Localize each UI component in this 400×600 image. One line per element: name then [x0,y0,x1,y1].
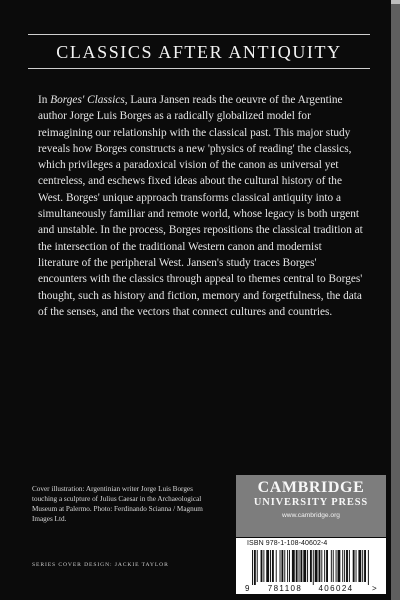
barcode-bar [333,550,334,582]
barcode-bar [349,550,350,582]
barcode-bar [287,550,288,582]
barcode-bar [299,550,300,582]
spine-edge-highlight [391,0,400,4]
barcode-bar [315,550,318,582]
barcode-bar [254,550,256,585]
isbn-label: ISBN 978-1-108-40602-4 [247,540,328,547]
barcode-bar [368,550,369,585]
barcode-bar [338,550,341,582]
barcode-bar [270,550,271,582]
barcode-bar [356,550,357,582]
series-cover-design-credit: SERIES COVER DESIGN: JACKIE TAYLOR [32,562,169,568]
barcode-bar [342,550,343,582]
barcode-bar [364,550,366,582]
barcode-bar [321,550,322,582]
barcode-arrow: > [372,584,377,593]
barcode-bar [300,550,302,582]
barcode-bars [252,550,369,585]
blurb-book-title: Borges' Classics [50,94,125,106]
barcode-bar [252,550,253,585]
series-title-rule-top [28,34,370,35]
barcode-bar [310,550,312,582]
blurb-body: , Laura Jansen reads the oeuvre of the Argentine author Jorge Luis Borges as a radically globalized model for reimagining our relationship with the classical past. This major study reveals how Borges constructs a new 'physics of reading' the classics, which privileges a paradoxical vision of the canon as universal yet centreless, and eschews fixed ideas about the cultural history of the West. Borges' unique approach transforms classical antiquity into a simultaneously familiar and remote world, whose legacy is both urgent and unstable. In the process, Borges repositions the classical tradition at the intersection of the traditional Western canon and modernist literature of the peripheral West. Jansen's study traces Borges' encounters with the classics through appeal to themes central to Borges' thought, such as history and fiction, memory and forgetfulness, the data of the senses, and the vectors that connect cultures and countries. [38,94,363,318]
spine-edge-strip [391,0,400,600]
barcode-bar [319,550,321,582]
publisher-name: CAMBRIDGE [257,479,365,496]
barcode-bar [344,550,345,582]
barcode-bar [266,550,269,582]
barcode-bar [281,550,283,582]
barcode-digit-first: 9 [245,584,250,593]
publisher-url: www.cambridge.org [282,512,340,519]
barcode-bar [257,550,258,582]
barcode-bar [296,550,298,582]
series-title: CLASSICS AFTER ANTIQUITY [56,42,342,62]
barcode-bar [307,550,308,582]
barcode-bar [303,550,306,582]
barcode-bar [261,550,263,582]
publisher-logo-box [236,475,386,537]
barcode-digits-right: 406024 [318,584,354,593]
barcode-bar [346,550,348,582]
barcode-bar [272,550,274,582]
barcode-bar [324,550,325,582]
barcode-bar [280,550,281,582]
barcode-bar [331,550,332,582]
blurb-intro: In [38,94,51,106]
barcode-bar [336,550,337,582]
barcode-bar [353,550,355,582]
barcode-bar [326,550,328,582]
barcode-bar [289,550,290,582]
publisher-press: UNIVERSITY PRESS [253,497,369,508]
barcode-bar [284,550,285,582]
barcode-bar [263,550,264,582]
back-cover-blurb [38,92,364,320]
barcode-bar [362,550,363,582]
barcode-bar [313,550,314,585]
barcode-bar [358,550,361,582]
cover-illustration-credit: Cover illustration: Argentinian writer Jorge Luis Borges touching a sculpture of Julius Caesar in the Archaeological Museum at Palermo. Photo: Ferdinando Scianna / Magnum Images Ltd. [32,485,203,523]
series-title-rule-bottom [28,68,370,69]
barcode-bar [276,550,277,582]
isbn-barcode-box [236,538,386,594]
barcode-bar [292,550,295,582]
barcode-digits-left: 781108 [267,584,303,593]
